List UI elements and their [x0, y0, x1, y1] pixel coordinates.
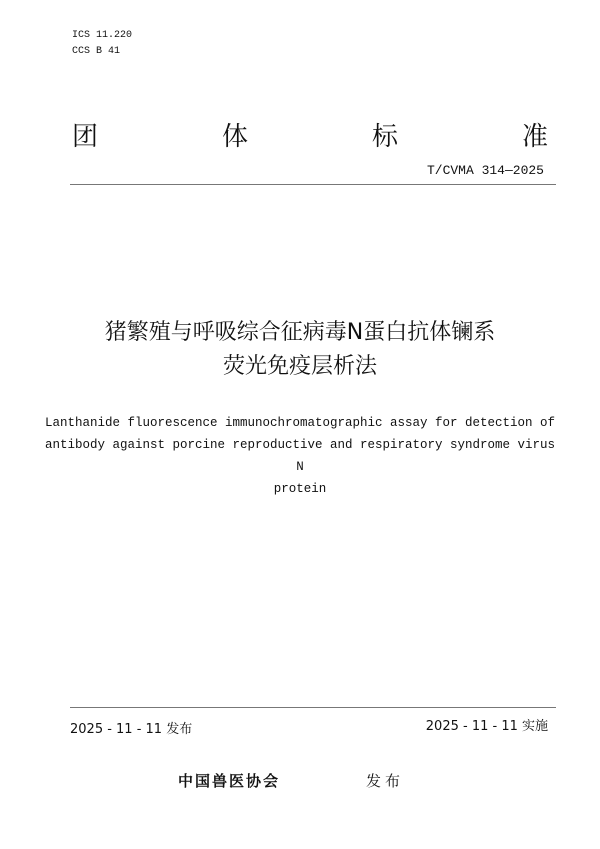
category-char: 团 — [72, 122, 99, 152]
ics-code: ICS 11.220 — [72, 30, 133, 41]
category-char: 体 — [222, 122, 249, 152]
publish-date: 2025 - 11 - 11 发布 — [70, 722, 193, 737]
publish-label: 发布 — [366, 772, 405, 790]
title-en-line: antibody against porcine reproductive and respiratory syndrome virus N — [44, 438, 556, 474]
title-en-line: protein — [273, 482, 327, 496]
category-char: 准 — [522, 122, 549, 152]
top-divider — [70, 184, 556, 185]
bottom-divider — [70, 707, 556, 708]
title-zh-line: 荧光免疫层析法 — [222, 354, 377, 379]
implement-date: 2025 - 11 - 11 实施 — [425, 719, 548, 734]
standard-code: T/CVMA 314—2025 — [426, 163, 544, 178]
ccs-code: CCS B 41 — [72, 46, 121, 57]
organization: 中国兽医协会 — [178, 772, 281, 790]
title-en-line: Lanthanide fluorescence immunochromatographic assay for detection of — [44, 416, 556, 430]
title-zh — [0, 316, 600, 384]
title-en — [40, 412, 560, 500]
category-char: 标 — [372, 122, 399, 152]
title-zh-line: 猪繁殖与呼吸综合征病毒N蛋白抗体镧系 — [104, 320, 496, 345]
